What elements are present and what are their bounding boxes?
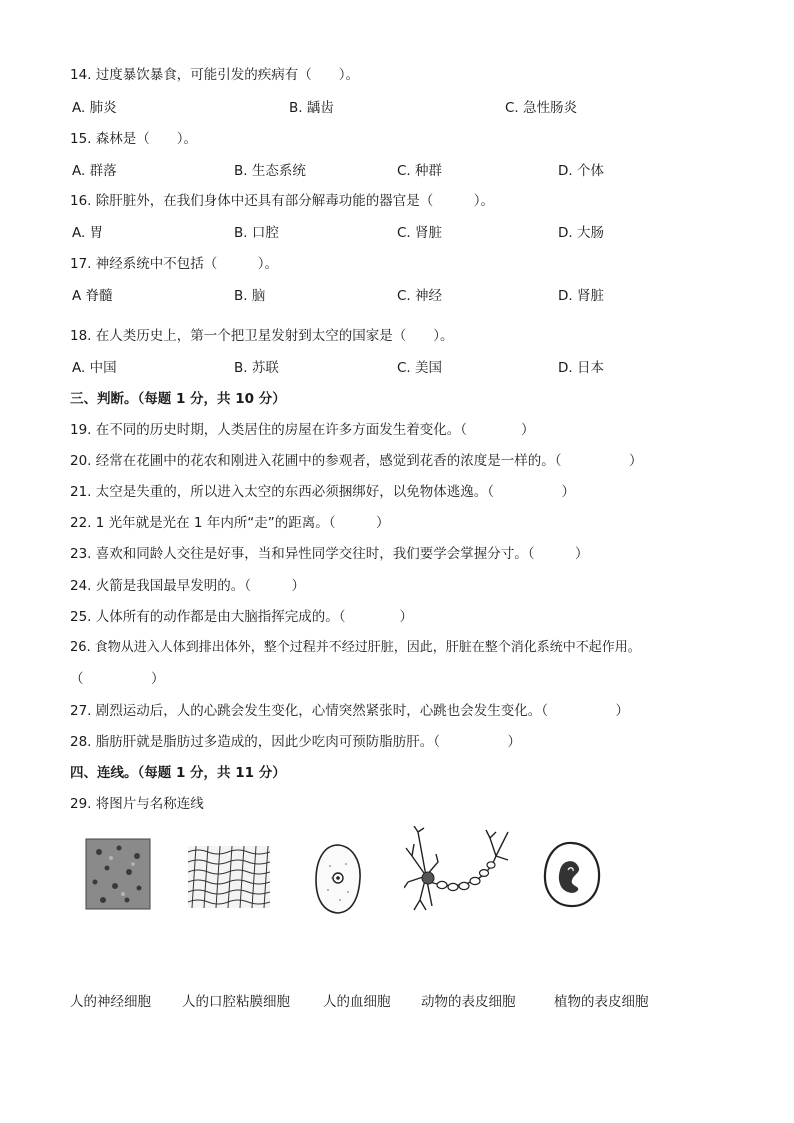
q15-option-b: B. 生态系统: [234, 163, 306, 179]
plant-cell-image: [85, 838, 151, 910]
question-20: 20. 经常在花圃中的花农和刚进入花圃中的参观者，感觉到花香的浓度是一样的。（ ）: [70, 453, 643, 469]
question-18: 18. 在人类历史上，第一个把卫星发射到太空的国家是（ ）。: [70, 328, 454, 344]
q16-option-a: A. 胃: [72, 225, 104, 241]
question-21: 21. 太空是失重的，所以进入太空的东西必须捆绑好，以免物体逃逸。（ ）: [70, 484, 576, 500]
question-17: 17. 神经系统中不包括（ ）。: [70, 256, 279, 272]
q17-option-c: C. 神经: [397, 288, 443, 304]
question-25: 25. 人体所有的动作都是由大脑指挥完成的。（ ）: [70, 609, 414, 625]
q14-option-c: C. 急性肠炎: [505, 100, 578, 116]
blood-cell-image: [540, 840, 604, 910]
question-23: 23. 喜欢和同龄人交往是好事，当和异性同学交往时，我们要学会掌握分寸。（ ）: [70, 546, 589, 562]
q18-option-d: D. 日本: [558, 360, 604, 376]
question-19: 19. 在不同的历史时期，人类居住的房屋在许多方面发生着变化。（ ）: [70, 422, 535, 438]
q17-option-b: B. 脑: [234, 288, 266, 304]
question-29: 29. 将图片与名称连线: [70, 796, 204, 812]
question-27: 27. 剧烈运动后，人的心跳会发生变化，心情突然紧张时，心跳也会发生变化。（ ）: [70, 703, 630, 719]
label-blood-cell: 人的血细胞: [323, 994, 391, 1010]
question-22: 22. 1 光年就是光在 1 年内所“走”的距离。（ ）: [70, 515, 390, 531]
q15-option-a: A. 群落: [72, 163, 117, 179]
q15-option-c: C. 种群: [397, 163, 443, 179]
question-16: 16. 除肝脏外，在我们身体中还具有部分解毒功能的器官是（ ）。: [70, 193, 495, 209]
label-plant-epidermis-cell: 植物的表皮细胞: [554, 994, 649, 1010]
label-nerve-cell: 人的神经细胞: [70, 994, 151, 1010]
q16-option-c: C. 肾脏: [397, 225, 443, 241]
q15-option-d: D. 个体: [558, 163, 604, 179]
q14-option-a: A. 肺炎: [72, 100, 117, 116]
q17-option-d: D. 肾脏: [558, 288, 604, 304]
question-14: 14. 过度暴饮暴食，可能引发的疾病有（ ）。: [70, 67, 360, 83]
q16-option-b: B. 口腔: [234, 225, 279, 241]
question-26: 26. 食物从进入人体到排出体外，整个过程并不经过肝脏，因此，肝脏在整个消化系统中不起作用。: [70, 640, 641, 655]
q14-option-b: B. 龋齿: [289, 100, 334, 116]
label-oral-mucosa-cell: 人的口腔粘膜细胞: [182, 994, 290, 1010]
question-28: 28. 脂肪肝就是脂肪过多造成的，因此少吃肉可预防脂肪肝。（ ）: [70, 734, 522, 750]
oral-mucosa-cell-image: [312, 842, 364, 916]
section-heading-matching: 四、连线。（每题 1 分，共 11 分）: [70, 765, 286, 781]
q18-option-c: C. 美国: [397, 360, 443, 376]
q17-option-a: A 脊髓: [72, 288, 113, 304]
question-24: 24. 火箭是我国最早发明的。（ ）: [70, 578, 306, 594]
question-15: 15. 森林是（ ）。: [70, 131, 198, 147]
q16-option-d: D. 大肠: [558, 225, 604, 241]
q18-option-b: B. 苏联: [234, 360, 279, 376]
epidermis-cell-image: [188, 846, 270, 908]
nerve-cell-image: [404, 826, 510, 912]
question-26-bracket: （ ）: [70, 671, 165, 687]
label-animal-epidermis-cell: 动物的表皮细胞: [421, 994, 516, 1010]
section-heading-judgment: 三、判断。（每题 1 分，共 10 分）: [70, 391, 286, 407]
q18-option-a: A. 中国: [72, 360, 117, 376]
